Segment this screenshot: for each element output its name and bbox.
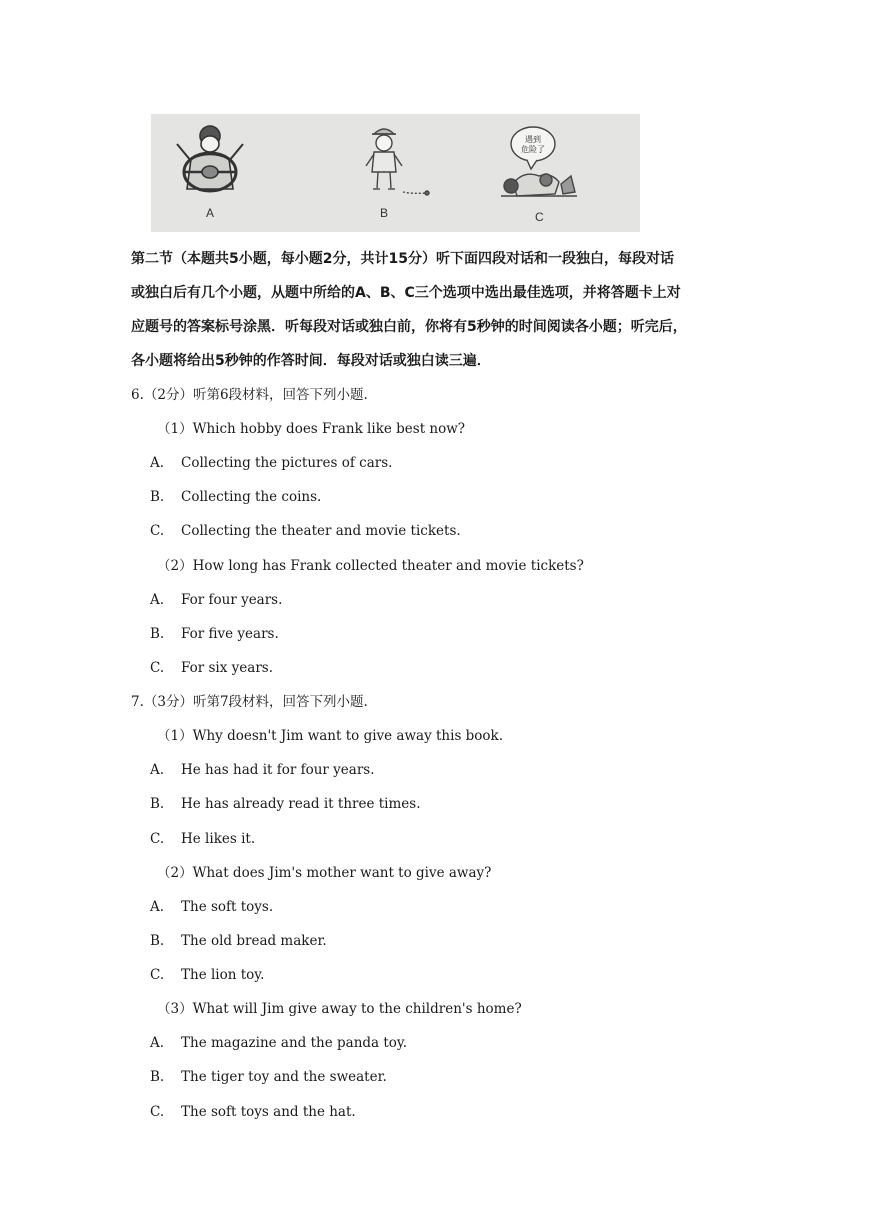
question-6-1-prompt: （1）Which hobby does Frank like best now? <box>157 421 466 437</box>
option-text: The soft toys. <box>181 899 274 915</box>
accident-sketch <box>501 127 577 196</box>
police-sketch <box>366 129 429 195</box>
option-text: The lion toy. <box>181 967 265 983</box>
option-letter: C. <box>150 660 165 676</box>
option-letter: B. <box>150 933 165 949</box>
figure-label-b: B <box>380 206 389 220</box>
intro-line: 或独白后有几个小题，从题中所给的A、B、C三个选项中选出最佳选项，并将答题卡上对 <box>131 285 681 301</box>
option-letter: A. <box>150 455 165 471</box>
option-letter: B. <box>150 796 165 812</box>
option-letter: A. <box>150 899 165 915</box>
option-letter: B. <box>150 1069 165 1085</box>
intro-line: 第二节（本题共5小题，每小题2分，共计15分）听下面四段对话和一段独白，每段对话 <box>131 251 674 267</box>
option-letter: C. <box>150 523 165 539</box>
option-text: He has had it for four years. <box>181 762 375 778</box>
option-text: The soft toys and the hat. <box>181 1104 356 1120</box>
sign-text-2: 危险了 <box>521 145 545 154</box>
intro-line: 应题号的答案标号涂黑．听每段对话或独白前，你将有5秒钟的时间阅读各小题；听完后， <box>131 319 687 335</box>
option-text: He has already read it three times. <box>181 796 421 812</box>
option-letter: A. <box>150 762 165 778</box>
option-text: For five years. <box>181 626 279 642</box>
question-7-header: 7.（3分）听第7段材料，回答下列小题. <box>131 694 368 710</box>
option-letter: C. <box>150 967 165 983</box>
option-text: Collecting the theater and movie tickets. <box>181 523 461 539</box>
sign-text-1: 遇到 <box>525 135 541 144</box>
intro-line: 各小题将给出5秒钟的作答时间．每段对话或独白读三遍． <box>131 353 491 369</box>
driver-sketch <box>177 126 243 191</box>
option-letter: A. <box>150 1035 165 1051</box>
question-7-2-prompt: （2）What does Jim's mother want to give away? <box>157 865 492 881</box>
option-text: He likes it. <box>181 831 256 847</box>
question-6-header: 6.（2分）听第6段材料，回答下列小题. <box>131 387 368 403</box>
section-intro <box>131 242 751 378</box>
option-letter: B. <box>150 626 165 642</box>
option-text: The tiger toy and the sweater. <box>181 1069 387 1085</box>
figure-label-a: A <box>206 206 215 220</box>
option-letter: C. <box>150 1104 165 1120</box>
option-text: The old bread maker. <box>181 933 327 949</box>
question-7-1-prompt: （1）Why doesn't Jim want to give away this book. <box>157 728 504 744</box>
option-letter: C. <box>150 831 165 847</box>
option-text: Collecting the coins. <box>181 489 322 505</box>
question-6-2-prompt: （2）How long has Frank collected theater and movie tickets? <box>157 558 584 574</box>
option-letter: B. <box>150 489 165 505</box>
option-text: For six years. <box>181 660 273 676</box>
illustration-sketches <box>151 114 640 232</box>
option-text: The magazine and the panda toy. <box>181 1035 408 1051</box>
question-7-3-prompt: （3）What will Jim give away to the children's home? <box>157 1001 522 1017</box>
option-text: Collecting the pictures of cars. <box>181 455 393 471</box>
figure-label-c: C <box>535 210 544 224</box>
option-letter: A. <box>150 592 165 608</box>
illustration-figure <box>151 114 640 232</box>
option-text: For four years. <box>181 592 283 608</box>
